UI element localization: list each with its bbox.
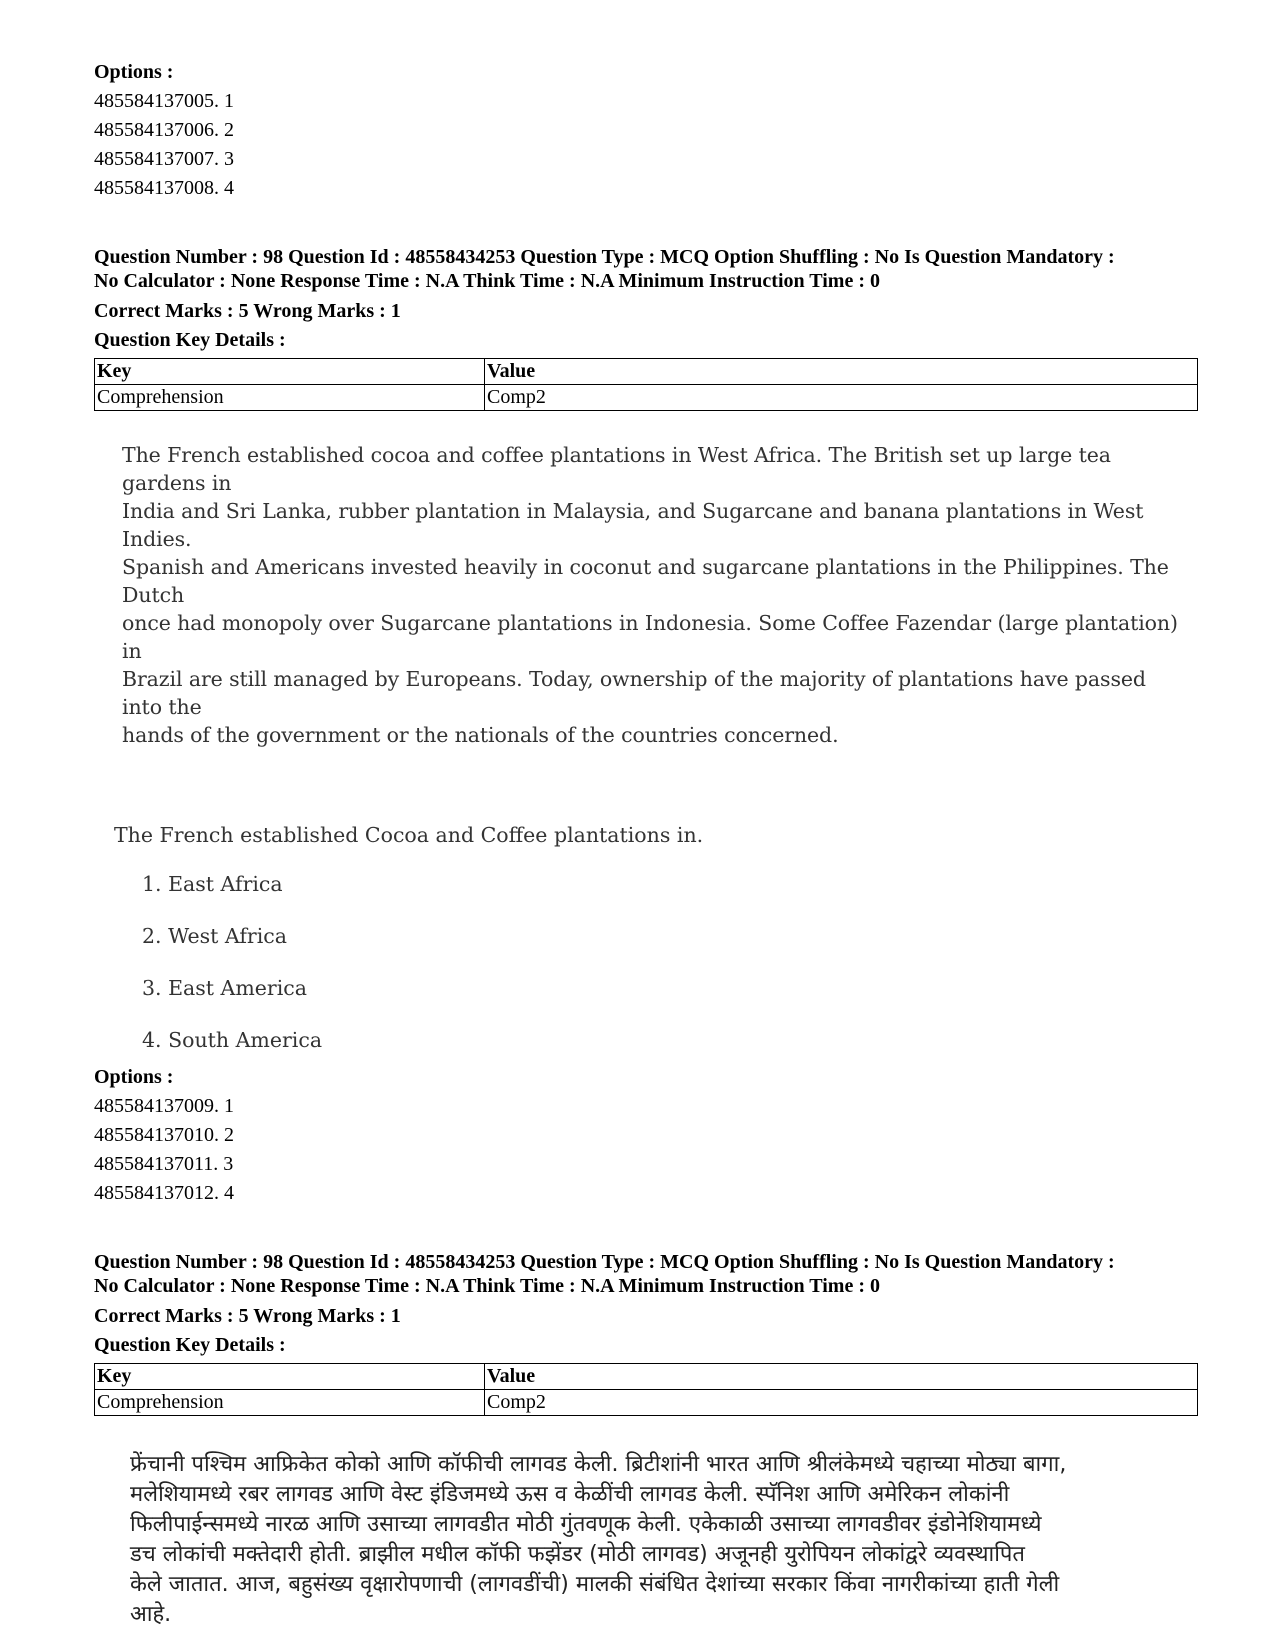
key-value-table bbox=[94, 1363, 1198, 1416]
question-text: The French established Cocoa and Coffee plantations in. bbox=[114, 823, 704, 847]
table-header-value: Value bbox=[485, 359, 1198, 385]
table-cell-value: Comp2 bbox=[485, 385, 1198, 411]
passage-line: केले जातात. आज, बहुसंख्य वृक्षारोपणाची (लागवडींची) मालकी संबंधित देशांच्या सरकार किंवा नागरीकांच्या हाती गेली bbox=[130, 1572, 1060, 1597]
question-paper-page bbox=[94, 58, 1198, 1630]
key-details-label: Question Key Details : bbox=[94, 329, 286, 351]
table-header-value: Value bbox=[485, 1364, 1198, 1390]
question-block-marathi bbox=[94, 1250, 1198, 1630]
passage-line: मलेशियामध्ये रबर लागवड आणि वेस्ट इंडिजमध्ये ऊस व केळींची लागवड केली. स्पॅनिश आणि अमेरिकन लोकांनी bbox=[130, 1482, 1010, 1507]
passage-line: Spanish and Americans invested heavily in coconut and sugarcane plantations in the Philippines. The Dutch bbox=[122, 555, 1169, 607]
question-header bbox=[94, 245, 1198, 293]
options-label: Options : bbox=[94, 61, 174, 83]
marks-info: Correct Marks : 5 Wrong Marks : 1 bbox=[94, 1305, 401, 1327]
answer-choice: 3. East America bbox=[142, 976, 307, 1000]
comprehension-passage-marathi bbox=[130, 1450, 1190, 1630]
options-block-top bbox=[94, 58, 1198, 203]
option-item: 485584137005. 1 bbox=[94, 90, 234, 112]
options-label: Options : bbox=[94, 1066, 174, 1088]
question-block-english bbox=[94, 245, 1198, 1208]
marks-info: Correct Marks : 5 Wrong Marks : 1 bbox=[94, 300, 401, 322]
answer-choice: 4. South America bbox=[142, 1028, 323, 1052]
key-details-label: Question Key Details : bbox=[94, 1334, 286, 1356]
options-list bbox=[94, 1092, 1198, 1208]
question-header-line: Question Number : 98 Question Id : 48558434253 Question Type : MCQ Option Shuffling : No Is Question Mandatory : bbox=[94, 1251, 1115, 1273]
option-item: 485584137011. 3 bbox=[94, 1153, 234, 1175]
option-item: 485584137010. 2 bbox=[94, 1124, 234, 1146]
passage-line: आहे. bbox=[130, 1602, 172, 1627]
answer-choice: 1. East Africa bbox=[142, 872, 283, 896]
table-header-key: Key bbox=[95, 1364, 485, 1390]
passage-line: once had monopoly over Sugarcane plantations in Indonesia. Some Coffee Fazendar (large plantation) in bbox=[122, 611, 1178, 663]
passage-line: फ्रेंचानी पश्चिम आफ्रिकेत कोको आणि कॉफीची लागवड केली. ब्रिटीशांनी भारत आणि श्रीलंकेमध्ये चहाच्या मोठ्या बागा, bbox=[130, 1452, 1067, 1477]
passage-line: डच लोकांची मक्तेदारी होती. ब्राझील मधील कॉफी फझेंडर (मोठी लागवड) अजूनही युरोपियन लोकांद्वरे व्यवस्थापित bbox=[130, 1542, 1025, 1567]
table-cell-value: Comp2 bbox=[485, 1390, 1198, 1416]
option-item: 485584137006. 2 bbox=[94, 119, 234, 141]
option-item: 485584137007. 3 bbox=[94, 148, 234, 170]
table-header-row bbox=[95, 1364, 1198, 1390]
passage-line: Brazil are still managed by Europeans. Today, ownership of the majority of plantations have passed into the bbox=[122, 667, 1146, 719]
answer-choice: 2. West Africa bbox=[142, 924, 287, 948]
question-header-line: No Calculator : None Response Time : N.A Think Time : N.A Minimum Instruction Time : 0 bbox=[94, 270, 880, 292]
table-row bbox=[95, 385, 1198, 411]
passage-line: India and Sri Lanka, rubber plantation in Malaysia, and Sugarcane and banana plantations in West Indies. bbox=[122, 499, 1144, 551]
question-header-line: No Calculator : None Response Time : N.A Think Time : N.A Minimum Instruction Time : 0 bbox=[94, 1275, 880, 1297]
table-header-row bbox=[95, 359, 1198, 385]
comprehension-passage bbox=[122, 441, 1182, 749]
options-list bbox=[94, 87, 1198, 203]
key-value-table bbox=[94, 358, 1198, 411]
table-cell-key: Comprehension bbox=[95, 1390, 485, 1416]
table-row bbox=[95, 1390, 1198, 1416]
question-header bbox=[94, 1250, 1198, 1298]
table-header-key: Key bbox=[95, 359, 485, 385]
option-item: 485584137008. 4 bbox=[94, 177, 234, 199]
option-item: 485584137012. 4 bbox=[94, 1182, 234, 1204]
answer-choices bbox=[142, 869, 1198, 1077]
option-item: 485584137009. 1 bbox=[94, 1095, 234, 1117]
passage-line: hands of the government or the nationals of the countries concerned. bbox=[122, 723, 839, 747]
question-header-line: Question Number : 98 Question Id : 48558434253 Question Type : MCQ Option Shuffling : No Is Question Mandatory : bbox=[94, 246, 1115, 268]
table-cell-key: Comprehension bbox=[95, 385, 485, 411]
passage-line: फिलीपाईन्समध्ये नारळ आणि उसाच्या लागवडीत मोठी गुंतवणूक केली. एकेकाळी उसाच्या लागवडीवर इंडोनेशियामध्ये bbox=[130, 1512, 1042, 1537]
options-block bbox=[94, 1063, 1198, 1208]
passage-line: The French established cocoa and coffee plantations in West Africa. The British set up large tea gardens in bbox=[122, 443, 1111, 495]
